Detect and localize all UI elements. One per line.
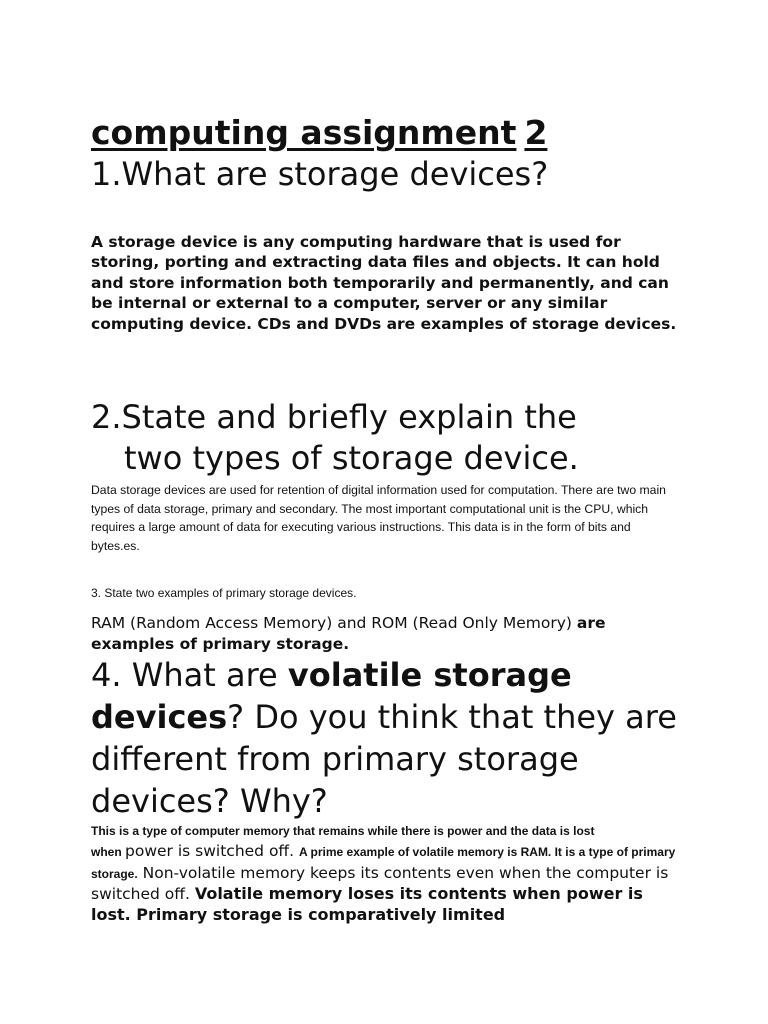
question-4-part-1: 4. What are <box>91 656 288 694</box>
answer-4-small-3: A prime example of volatile memory is RAM. It is a type of primary storage. <box>91 845 676 881</box>
answer-3 <box>91 613 681 655</box>
title-number: 2 <box>524 113 548 152</box>
answer-4-regular-3: Non-volatile memory keeps its contents even when the computer is switched off. <box>91 863 669 903</box>
question-4-emphasis: volatile storage devices <box>91 656 572 736</box>
question-3: 3. State two examples of primary storage devices. <box>91 586 357 600</box>
answer-4 <box>91 823 681 925</box>
question-2-line-2: two types of storage device. <box>124 439 579 477</box>
title-text: computing assignment <box>91 113 517 152</box>
answer-4-small-1: This is a type of computer memory that remains while there is power and the data is lost <box>91 824 595 838</box>
question-2-line-1: 2.State and briefly explain the <box>91 398 577 436</box>
question-2 <box>91 397 691 479</box>
answer-1: A storage device is any computing hardware that is used for storing, porting and extracting data files and objects. It can hold and store information both temporarily and permanently, and can be internal or external to a computer, server or any similar computing device. CDs and DVDs are examples of storage devices. <box>91 233 677 333</box>
answer-4-small-2: when <box>91 845 126 859</box>
answer-4-bold: Volatile memory loses its contents when power is lost. Primary storage is comparatively limited <box>91 884 643 924</box>
answer-3-regular: RAM (Random Access Memory) and ROM (Read Only Memory) <box>91 614 577 632</box>
question-4-part-3: ? Do you think that they are different from primary storage devices? Why? <box>91 698 677 820</box>
answer-3-bold: are examples of primary storage. <box>91 614 606 653</box>
question-4 <box>91 654 691 822</box>
answer-4-regular-1: power is switched off <box>125 842 290 860</box>
answer-4-regular-2: . <box>289 842 299 860</box>
document-title <box>91 111 547 155</box>
question-1: 1.What are storage devices? <box>91 155 549 193</box>
answer-2: Data storage devices are used for retention of digital information used for computation. There are two main types of data storage, primary and secondary. The most important computational unit is the CPU, which requires a large amount of data for executing various instructions. This data is in the form of bits and bytes.es. <box>91 483 666 553</box>
